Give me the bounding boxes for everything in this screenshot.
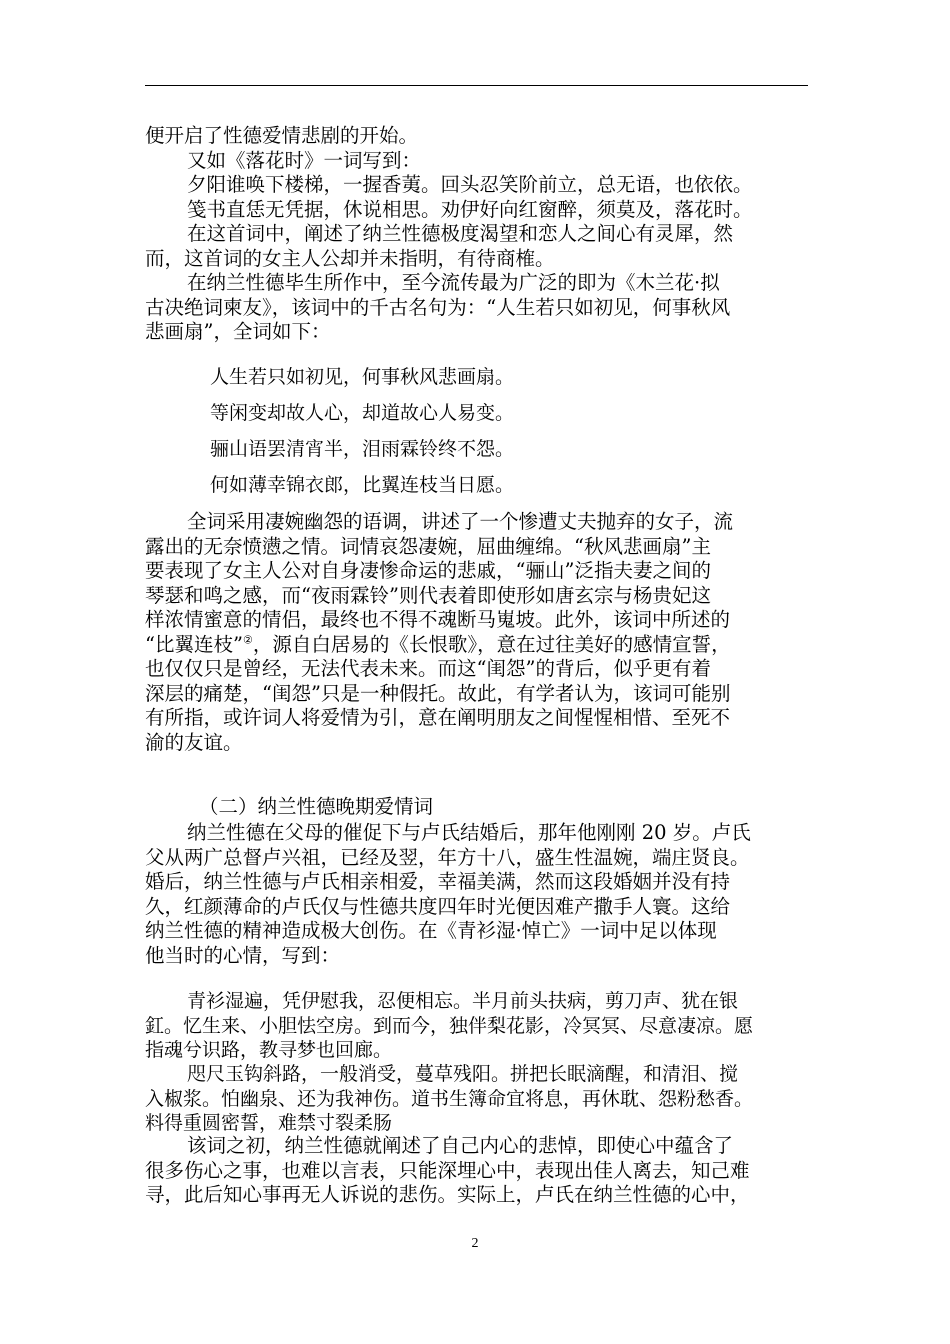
text-line: 纳兰性德的精神造成极大创伤。在《青衫湿·悼亡》一词中足以体现 (145, 919, 717, 942)
section-heading (145, 795, 808, 820)
text-line: 很多伤心之事，也难以言表，只能深埋心中，表现出佳人离去，知己难 (145, 1158, 750, 1182)
text-line: 有所指，或许词人将爱情为引，意在阐明朋友之间惺惺相惜、至死不 (145, 706, 731, 729)
section-1 (145, 124, 808, 345)
text-line: 婚后，纳兰性德与卢氏相亲相爱，幸福美满，然而这段婚姻并没有持 (145, 870, 731, 893)
section-heading-text: （二）纳兰性德晚期爱情词 (199, 795, 434, 818)
text-line: 样浓情蜜意的情侣，最终也不得不魂断马嵬坡。此外，该词中所述的 (145, 608, 731, 631)
ci-line: 指魂兮识路，教寻梦也回廊。 (145, 1039, 393, 1061)
text-line: 又如《落花时》一词写到： (187, 148, 422, 172)
text-line: 在这首词中，阐述了纳兰性德极度渴望和恋人之间心有灵犀，然 (187, 222, 734, 245)
text-line: 夕阳谁唤下楼梯，一握香荑。回头忍笑阶前立，总无语，也依依。 (187, 173, 753, 196)
ci-line: 入椒浆。怕幽泉、还为我神伤。道书生簿命宜将息，再休耽、怨粉愁香。 (145, 1087, 754, 1110)
section-2 (145, 510, 808, 755)
poem-line: 何如薄幸锦衣郎，比翼连枝当日愿。 (210, 474, 515, 496)
poem-line: 等闲变却故人心，却道故心人易变。 (210, 402, 515, 424)
section-3 (145, 821, 808, 968)
footnote-mark: ② (242, 633, 253, 646)
text-line: 纳兰性德在父母的催促下与卢氏结婚后，那年他刚刚 20 岁。卢氏 (187, 821, 751, 844)
poem-line: 人生若只如初见，何事秋风悲画扇。 (210, 366, 515, 388)
text-line: 便开启了性德爱情悲剧的开始。 (145, 124, 419, 147)
section-4 (145, 1134, 808, 1208)
text-fragment: “比翼连枝” (145, 632, 243, 656)
text-line: 父从两广总督卢兴祖，已经及翌，年方十八，盛生性温婉，端庄贤良。 (145, 845, 750, 869)
text-line: 渝的友谊。 (145, 730, 243, 754)
text-line: 该词之初，纳兰性德就阐述了自己内心的悲悼，即使心中蕴含了 (187, 1134, 734, 1157)
ci-line: 咫尺玉钩斜路，一般消受，蔓草残阳。拼把长眠滴醒，和清泪、搅 (187, 1063, 739, 1085)
text-fragment: ，源自白居易的《长恨歌》，意在过往美好的感情宣誓， (252, 632, 731, 656)
poem-line: 骊山语罢清宵半，泪雨霖铃终不怨。 (210, 438, 515, 460)
text-line: 笺书直恁无凭据，休说相思。劝伊好向红窗醉，须莫及，落花时。 (187, 197, 753, 221)
ci-block (145, 989, 808, 1063)
text-line: 全词采用凄婉幽怨的语调，讲述了一个惨遭丈夫抛弃的女子，流 (187, 510, 734, 533)
text-line: 也仅仅只是曾经，无法代表未来。而这“闺怨”的背后，似乎更有着 (145, 657, 711, 680)
ci-line: 青衫湿遍，凭伊慰我，忍便相忘。半月前头扶病，剪刀声、犹在银 (187, 990, 739, 1012)
poem-block (210, 365, 514, 509)
header-rule (145, 85, 808, 86)
text-line: 要表现了女主人公对自身凄惨命运的悲戚，“骊山”泛指夫妻之间的 (145, 559, 711, 582)
ci-line: 釭。忆生来、小胆怯空房。到而今，独伴梨花影，冷冥冥、尽意凄凉。愿 (145, 1014, 754, 1037)
text-line (145, 633, 808, 658)
text-line: 露出的无奈愤懑之情。词情哀怨凄婉，屈曲缠绵。“秋风悲画扇”主 (145, 534, 711, 558)
text-line: 久，红颜薄命的卢氏仅与性德共度四年时光便因难产撒手人寰。这给 (145, 894, 731, 918)
ci-block-2 (145, 1062, 808, 1136)
text-line: 深层的痛楚，“闺怨”只是一种假托。故此，有学者认为，该词可能别 (145, 681, 731, 705)
ci-line: 料得重圆密誓，难禁寸裂柔肠 (145, 1112, 393, 1134)
text-line: 他当时的心情，写到： (145, 943, 341, 967)
text-line: 寻，此后知心事再无人诉说的悲伤。实际上，卢氏在纳兰性德的心中， (145, 1183, 750, 1206)
text-line: 悲画扇”，全词如下： (145, 320, 331, 343)
text-line: 在纳兰性德毕生所作中，至今流传最为广泛的即为《木兰花·拟 (187, 271, 720, 294)
text-line: 琴瑟和鸣之感，而“夜雨霖铃”则代表着即使形如唐玄宗与杨贵妃这 (145, 583, 711, 607)
text-line: 而，这首词的女主人公却并未指明，有待商榷。 (145, 246, 555, 270)
text-line: 古决绝词柬友》，该词中的千古名句为：“人生若只如初见，何事秋风 (145, 295, 731, 319)
page-number: 2 (471, 1236, 479, 1251)
